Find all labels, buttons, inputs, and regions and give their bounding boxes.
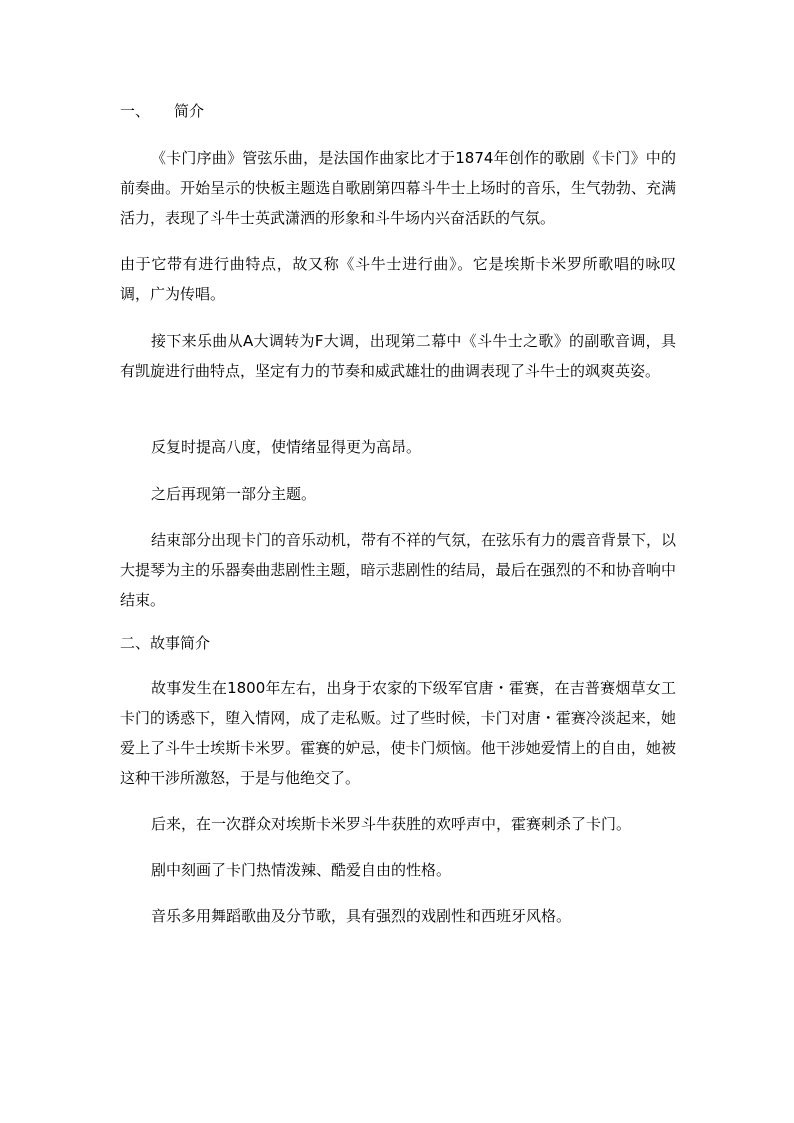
paragraph-octave: 反复时提高八度，使情绪显得更为高昂。 (151, 438, 422, 456)
section-1-heading (120, 96, 204, 126)
paragraph-music-style: 音乐多用舞蹈歌曲及分节歌，具有强烈的戏剧性和西班牙风格。 (151, 907, 572, 925)
paragraph-murder: 后来，在一次群众对埃斯卡米罗斗牛获胜的欢呼声中，霍赛刺杀了卡门。 (151, 815, 632, 833)
section-1-title: 简介 (174, 102, 205, 120)
paragraph-march-name: 由于它带有进行曲特点，故又称《斗牛士进行曲》。它是埃斯卡米罗所歌唱的咏叹调，广为传唱。 (120, 255, 676, 303)
paragraph-intro: 《卡门序曲》管弦乐曲，是法国作曲家比才于1874年创作的歌剧《卡门》中的前奏曲。开始呈示的快板主题选自歌剧第四幕斗牛士上场时的音乐，生气勃勃、充满活力，表现了斗牛士英武潇洒的形象和斗牛场内兴奋活跃的气氛。 (120, 149, 676, 227)
paragraph-key-change: 接下来乐曲从A大调转为F大调，出现第二幕中《斗牛士之歌》的副歌音调，具有凯旋进行曲特点，坚定有力的节奏和威武雄壮的曲调表现了斗牛士的飒爽英姿。 (120, 332, 676, 380)
paragraph-story: 故事发生在1800年左右，出身于农家的下级军官唐・霍赛，在吉普赛烟草女工卡门的诱惑下，堕入情网，成了走私贩。过了些时候，卡门对唐・霍赛冷淡起来，她爱上了斗牛士埃斯卡米罗。霍赛的妒忌，使卡门烦恼。他干涉她爱情上的自由，她被这种干涉所激怒，于是与他绝交了。 (120, 679, 676, 787)
section-1-number: 一、 (120, 102, 151, 120)
paragraph-reprise: 之后再现第一部分主题。 (151, 485, 317, 503)
paragraph-character: 剧中刻画了卡门热情泼辣、酷爱自由的性格。 (151, 861, 452, 879)
paragraph-ending: 结束部分出现卡门的音乐动机，带有不祥的气氛，在弦乐有力的震音背景下，以大提琴为主的乐器奏曲悲剧性主题，暗示悲剧性的结局，最后在强烈的不和协音响中结束。 (120, 531, 677, 609)
section-2-heading: 二、故事简介 (120, 634, 211, 652)
